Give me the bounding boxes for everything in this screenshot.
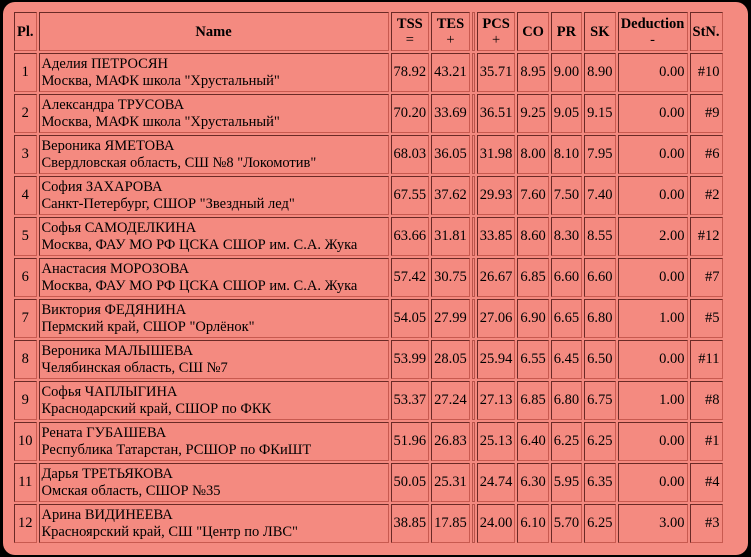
header-deduction-label: Deduction [620, 15, 685, 32]
deduction-cell: 0.00 [618, 94, 688, 133]
start-number-cell: #10 [690, 53, 723, 92]
sk-cell: 6.75 [584, 381, 615, 420]
start-number-cell: #11 [690, 340, 723, 379]
pcs-cell: 36.51 [477, 94, 516, 133]
skater-name: Аделия ПЕТРОСЯН [41, 55, 168, 72]
co-cell: 6.85 [517, 381, 548, 420]
skater-club: Краснодарский край, СШОР по ФКК [41, 400, 272, 417]
pcs-cell: 25.94 [477, 340, 516, 379]
tss-cell: 68.03 [391, 135, 430, 174]
results-sheet [3, 2, 748, 555]
skater-name: Дарья ТРЕТЬЯКОВА [41, 465, 173, 482]
header-pcs-sub: + [491, 31, 501, 48]
skater-cell [39, 258, 389, 297]
sk-cell: 9.15 [584, 94, 615, 133]
header-sk: SK [584, 12, 615, 51]
header-gap [472, 12, 475, 51]
results-table [12, 10, 725, 545]
skater-name: Вероника МАЛЫШЕВА [41, 342, 194, 359]
tes-cell: 17.85 [431, 504, 470, 543]
sk-cell: 7.40 [584, 176, 615, 215]
place-cell: 4 [14, 176, 37, 215]
place-cell: 9 [14, 381, 37, 420]
skater-name: Вероника ЯМЕТОВА [41, 137, 175, 154]
pr-cell: 6.60 [551, 258, 582, 297]
start-number-cell: #12 [690, 217, 723, 256]
pr-cell: 6.65 [551, 299, 582, 338]
skater-club: Москва, МАФК школа "Хрустальный" [41, 72, 280, 89]
tes-cell: 37.62 [431, 176, 470, 215]
place-cell: 1 [14, 53, 37, 92]
table-row [14, 135, 723, 174]
place-cell: 6 [14, 258, 37, 297]
tss-cell: 57.42 [391, 258, 430, 297]
skater-club: Санкт-Петербург, СШОР "Звездный лед" [41, 195, 295, 212]
skater-club: Москва, ФАУ МО РФ ЦСКА СШОР им. С.А. Жука [41, 236, 358, 253]
tss-cell: 50.05 [391, 463, 430, 502]
header-pcs-label: PCS [482, 15, 510, 32]
pcs-cell: 27.13 [477, 381, 516, 420]
pr-cell: 9.05 [551, 94, 582, 133]
sk-cell: 6.50 [584, 340, 615, 379]
skater-cell [39, 381, 389, 420]
header-row [14, 12, 723, 51]
table-row [14, 340, 723, 379]
skater-club: Свердловская область, СШ №8 "Локомотив" [41, 154, 317, 171]
tss-cell: 51.96 [391, 422, 430, 461]
gap-cell [472, 381, 475, 420]
header-tes [431, 12, 470, 51]
skater-name: Виктория ФЕДЯНИНА [41, 301, 187, 318]
pcs-cell: 27.06 [477, 299, 516, 338]
start-number-cell: #8 [690, 381, 723, 420]
tss-cell: 67.55 [391, 176, 430, 215]
table-row [14, 381, 723, 420]
start-number-cell: #1 [690, 422, 723, 461]
tss-cell: 38.85 [391, 504, 430, 543]
sk-cell: 8.90 [584, 53, 615, 92]
header-deduction-sub: - [650, 31, 655, 48]
pr-cell: 6.45 [551, 340, 582, 379]
gap-cell [472, 340, 475, 379]
pcs-cell: 33.85 [477, 217, 516, 256]
co-cell: 6.55 [517, 340, 548, 379]
gap-cell [472, 422, 475, 461]
pr-cell: 5.70 [551, 504, 582, 543]
gap-cell [472, 299, 475, 338]
pr-cell: 5.95 [551, 463, 582, 502]
table-row [14, 504, 723, 543]
deduction-cell: 2.00 [618, 217, 688, 256]
co-cell: 8.95 [517, 53, 548, 92]
sk-cell: 6.25 [584, 504, 615, 543]
pr-cell: 7.50 [551, 176, 582, 215]
gap-cell [472, 217, 475, 256]
skater-club: Пермский край, СШОР "Орлёнок" [41, 318, 255, 335]
pr-cell: 9.00 [551, 53, 582, 92]
header-tss-label: TSS [396, 15, 423, 32]
tes-cell: 36.05 [431, 135, 470, 174]
start-number-cell: #6 [690, 135, 723, 174]
gap-cell [472, 135, 475, 174]
skater-cell [39, 422, 389, 461]
co-cell: 7.60 [517, 176, 548, 215]
pcs-cell: 24.00 [477, 504, 516, 543]
skater-name: Софья ЧАПЛЫГИНА [41, 383, 178, 400]
tss-cell: 63.66 [391, 217, 430, 256]
place-cell: 5 [14, 217, 37, 256]
tes-cell: 26.83 [431, 422, 470, 461]
header-pcs [477, 12, 516, 51]
gap-cell [472, 94, 475, 133]
start-number-cell: #4 [690, 463, 723, 502]
header-deduction [618, 12, 688, 51]
co-cell: 6.30 [517, 463, 548, 502]
tss-cell: 53.37 [391, 381, 430, 420]
skater-club: Москва, МАФК школа "Хрустальный" [41, 113, 280, 130]
deduction-cell: 1.00 [618, 381, 688, 420]
gap-cell [472, 463, 475, 502]
tes-cell: 27.24 [431, 381, 470, 420]
pcs-cell: 29.93 [477, 176, 516, 215]
table-row [14, 94, 723, 133]
table-row [14, 299, 723, 338]
skater-cell [39, 94, 389, 133]
skater-cell [39, 299, 389, 338]
header-co: CO [517, 12, 548, 51]
deduction-cell: 3.00 [618, 504, 688, 543]
skater-name: Александра ТРУСОВА [41, 96, 185, 113]
skater-name: Рената ГУБАШЕВА [41, 424, 167, 441]
co-cell: 6.10 [517, 504, 548, 543]
tes-cell: 30.75 [431, 258, 470, 297]
table-row [14, 53, 723, 92]
deduction-cell: 0.00 [618, 340, 688, 379]
place-cell: 8 [14, 340, 37, 379]
skater-cell [39, 340, 389, 379]
skater-cell [39, 53, 389, 92]
co-cell: 9.25 [517, 94, 548, 133]
table-row [14, 422, 723, 461]
sk-cell: 6.35 [584, 463, 615, 502]
start-number-cell: #9 [690, 94, 723, 133]
tes-cell: 28.05 [431, 340, 470, 379]
skater-club: Москва, ФАУ МО РФ ЦСКА СШОР им. С.А. Жука [41, 277, 358, 294]
gap-cell [472, 176, 475, 215]
deduction-cell: 0.00 [618, 258, 688, 297]
header-tes-sub: + [446, 31, 455, 48]
sk-cell: 6.80 [584, 299, 615, 338]
skater-club: Омская область, СШОР №35 [41, 482, 221, 499]
start-number-cell: #7 [690, 258, 723, 297]
place-cell: 12 [14, 504, 37, 543]
tes-cell: 43.21 [431, 53, 470, 92]
header-stn: StN. [690, 12, 723, 51]
gap-cell [472, 504, 475, 543]
header-tss-sub: = [405, 31, 414, 48]
header-pl: Pl. [14, 12, 37, 51]
tss-cell: 54.05 [391, 299, 430, 338]
place-cell: 10 [14, 422, 37, 461]
table-row [14, 176, 723, 215]
sk-cell: 6.25 [584, 422, 615, 461]
deduction-cell: 0.00 [618, 463, 688, 502]
tes-cell: 27.99 [431, 299, 470, 338]
tes-cell: 31.81 [431, 217, 470, 256]
sk-cell: 7.95 [584, 135, 615, 174]
sk-cell: 8.55 [584, 217, 615, 256]
start-number-cell: #5 [690, 299, 723, 338]
pcs-cell: 24.74 [477, 463, 516, 502]
pr-cell: 8.10 [551, 135, 582, 174]
header-tes-label: TES [436, 15, 465, 32]
header-pr: PR [551, 12, 582, 51]
place-cell: 2 [14, 94, 37, 133]
deduction-cell: 0.00 [618, 422, 688, 461]
skater-name: Анастасия МОРОЗОВА [41, 260, 190, 277]
co-cell: 6.85 [517, 258, 548, 297]
start-number-cell: #2 [690, 176, 723, 215]
skater-cell [39, 176, 389, 215]
tss-cell: 70.20 [391, 94, 430, 133]
co-cell: 8.60 [517, 217, 548, 256]
skater-cell [39, 135, 389, 174]
co-cell: 6.40 [517, 422, 548, 461]
co-cell: 8.00 [517, 135, 548, 174]
sk-cell: 6.60 [584, 258, 615, 297]
start-number-cell: #3 [690, 504, 723, 543]
table-row [14, 217, 723, 256]
tss-cell: 53.99 [391, 340, 430, 379]
co-cell: 6.90 [517, 299, 548, 338]
skater-cell [39, 463, 389, 502]
skater-name: Софья САМОДЕЛКИНА [41, 219, 197, 236]
results-body [14, 53, 723, 543]
place-cell: 11 [14, 463, 37, 502]
pcs-cell: 26.67 [477, 258, 516, 297]
tes-cell: 33.69 [431, 94, 470, 133]
skater-club: Челябинская область, СШ №7 [41, 359, 228, 376]
skater-cell [39, 504, 389, 543]
pr-cell: 6.25 [551, 422, 582, 461]
skater-name: Арина ВИДИНЕЕВА [41, 506, 173, 523]
pcs-cell: 35.71 [477, 53, 516, 92]
deduction-cell: 0.00 [618, 176, 688, 215]
skater-club: Красноярский край, СШ "Центр по ЛВС" [41, 523, 298, 540]
gap-cell [472, 258, 475, 297]
place-cell: 3 [14, 135, 37, 174]
header-tss [391, 12, 430, 51]
pcs-cell: 31.98 [477, 135, 516, 174]
pr-cell: 8.30 [551, 217, 582, 256]
pcs-cell: 25.13 [477, 422, 516, 461]
deduction-cell: 0.00 [618, 53, 688, 92]
skater-club: Республика Татарстан, РСШОР по ФКиШТ [41, 441, 312, 458]
tss-cell: 78.92 [391, 53, 430, 92]
deduction-cell: 1.00 [618, 299, 688, 338]
skater-cell [39, 217, 389, 256]
table-row [14, 463, 723, 502]
skater-name: София ЗАХАРОВА [41, 178, 163, 195]
tes-cell: 25.31 [431, 463, 470, 502]
place-cell: 7 [14, 299, 37, 338]
deduction-cell: 0.00 [618, 135, 688, 174]
pr-cell: 6.80 [551, 381, 582, 420]
gap-cell [472, 53, 475, 92]
header-name: Name [39, 12, 389, 51]
table-row [14, 258, 723, 297]
